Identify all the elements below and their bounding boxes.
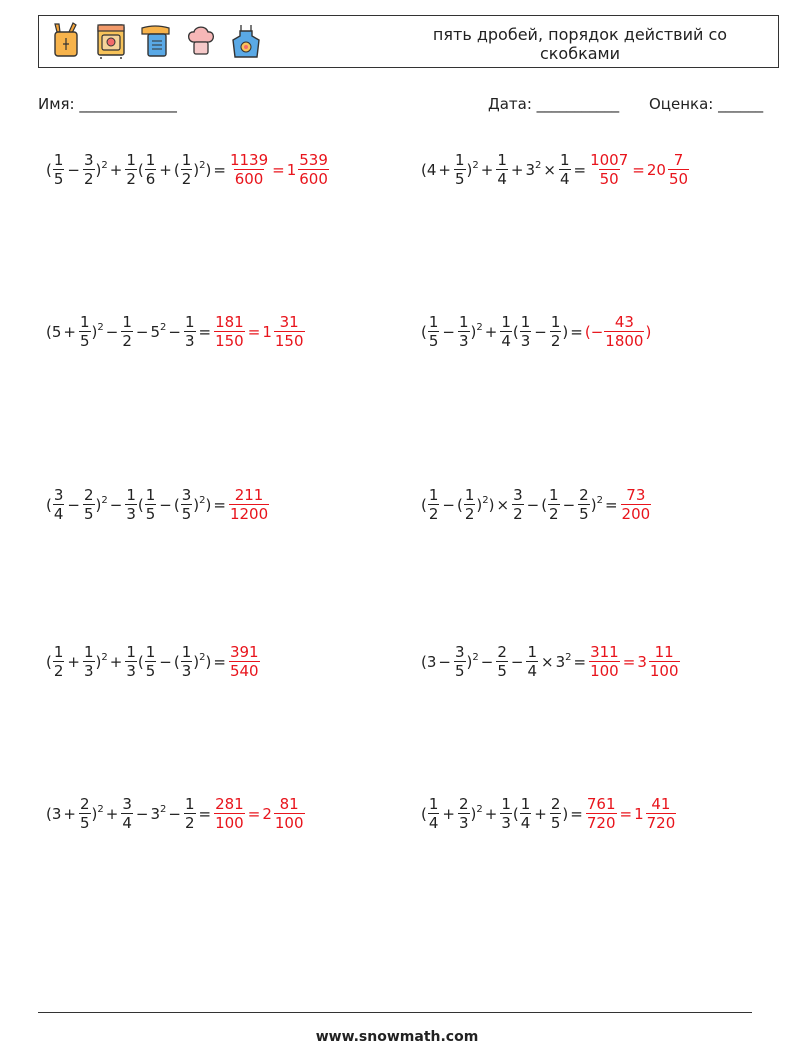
grade-field: Оценка: ______ <box>649 95 764 113</box>
icon-row <box>49 22 263 60</box>
answer-3: $\frac{181}{150}$ = 1 $\frac{31}{150}$ <box>215 313 304 350</box>
apron-icon <box>229 22 263 60</box>
worksheet-title: пять дробей, порядок действий со скобками <box>432 25 728 63</box>
answer-1: $\frac{1139}{600}$ = 1 $\frac{539}{600}$ <box>229 151 328 188</box>
worksheet-header <box>38 15 779 68</box>
answer-6: $\frac{73}{200}$ <box>621 486 651 523</box>
chef-hat-icon <box>184 22 218 60</box>
oven-icon <box>94 22 128 60</box>
problem-8: (3 − $\frac{3}{5}$ )$^2$ − $\frac{2}{5}$ − $\frac{1}{4}$ × $3^2$ = $\frac{311}{100}$ = 3 $\frac{11}{100}$ <box>421 643 679 680</box>
problem-4: ( $\frac{1}{5}$ − $\frac{1}{3}$ )$^2$ + $\frac{1}{4}$ ( $\frac{1}{3}$ − $\frac{1}{2}$ ) = (− $\frac{43}{1800}$ ) <box>421 313 652 350</box>
cookbook-stand-icon <box>139 22 173 60</box>
answer-2: $\frac{1007}{50}$ = 20 $\frac{7}{50}$ <box>590 151 689 188</box>
answer-9: $\frac{281}{100}$ = 2 $\frac{81}{100}$ <box>215 795 304 832</box>
problem-7: ( $\frac{1}{2}$ + $\frac{1}{3}$ )$^2$ + $\frac{1}{3}$ ( $\frac{1}{5}$ − ( $\frac{1}{3}$ )$^2$) = $\frac{391}{540}$ <box>46 643 259 680</box>
answer-4: (− $\frac{43}{1800}$ ) <box>584 313 652 350</box>
problem-9: (3 + $\frac{2}{5}$ )$^2$ + $\frac{3}{4}$ − $3^2$ − $\frac{1}{2}$ = $\frac{281}{100}$ = 2 $\frac{81}{100}$ <box>46 795 304 832</box>
problem-6: ( $\frac{1}{2}$ − ( $\frac{1}{2}$ )$^2$) × $\frac{3}{2}$ − ( $\frac{1}{2}$ − $\frac{2}{5}$ )$^2$ = $\frac{73}{200}$ <box>421 486 651 523</box>
knife-block-icon <box>49 22 83 60</box>
answer-10: $\frac{761}{720}$ = 1 $\frac{41}{720}$ <box>586 795 676 832</box>
problem-10: ( $\frac{1}{4}$ + $\frac{2}{3}$ )$^2$ + $\frac{1}{3}$ ( $\frac{1}{4}$ + $\frac{2}{5}$ ) = $\frac{761}{720}$ = 1 $\frac{41}{720}$ <box>421 795 676 832</box>
problem-5: ( $\frac{3}{4}$ − $\frac{2}{5}$ )$^2$ − $\frac{1}{3}$ ( $\frac{1}{5}$ − ( $\frac{3}{5}$ )$^2$) = $\frac{211}{1200}$ <box>46 486 269 523</box>
answer-7: $\frac{391}{540}$ <box>229 643 259 680</box>
date-field: Дата: ___________ <box>488 95 620 113</box>
answer-5: $\frac{211}{1200}$ <box>229 486 269 523</box>
footer-site-link[interactable]: www.snowmath.com <box>315 1029 479 1045</box>
answer-8: $\frac{311}{100}$ = 3 $\frac{11}{100}$ <box>590 643 679 680</box>
problem-2: (4 + $\frac{1}{5}$ )$^2$ + $\frac{1}{4}$ + $3^2$ × $\frac{1}{4}$ = $\frac{1007}{50}$ = 20 $\frac{7}{50}$ <box>421 151 689 188</box>
problem-1: ( $\frac{1}{5}$ − $\frac{3}{2}$ )$^2$ + $\frac{1}{2}$ ( $\frac{1}{6}$ + ( $\frac{1}{2}$ )$^2$) = $\frac{1139}{600}$ = 1 $\frac{539}{600}$ <box>46 151 328 188</box>
problem-3: (5 + $\frac{1}{5}$ )$^2$ − $\frac{1}{2}$ − $5^2$ − $\frac{1}{3}$ = $\frac{181}{150}$ = 1 $\frac{31}{150}$ <box>46 313 304 350</box>
name-field: Имя: _____________ <box>38 95 177 113</box>
footer-divider <box>38 1012 752 1013</box>
